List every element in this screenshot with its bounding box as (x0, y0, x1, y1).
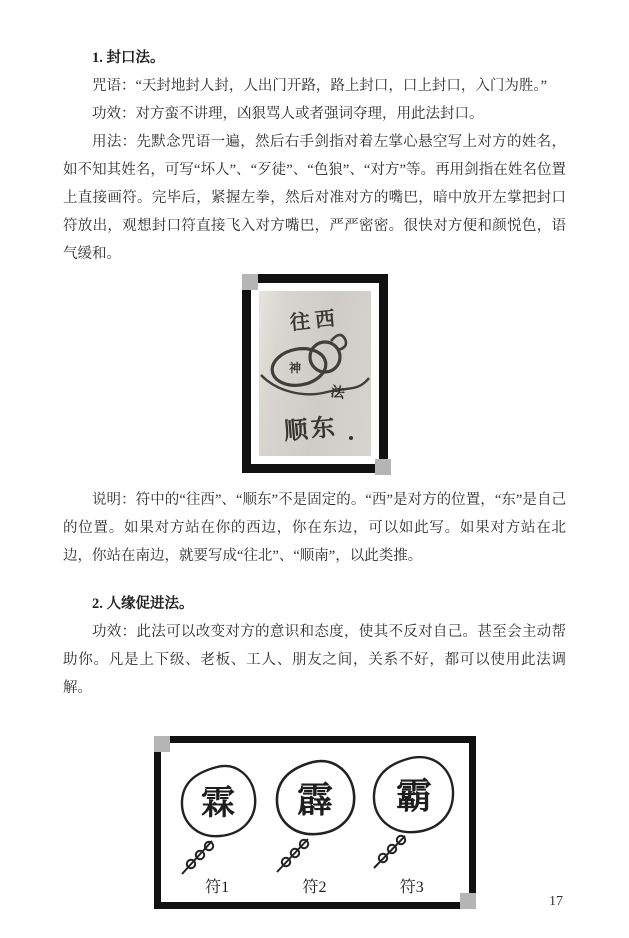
talisman-1-drawing (171, 756, 263, 878)
talisman-top-label: 往西 (288, 307, 341, 335)
talisman-2-label: 符2 (302, 879, 327, 896)
selection-handle-bottom-right[interactable] (460, 893, 476, 909)
talisman-bottom-label: 顺东 (282, 414, 339, 446)
section1-heading: 1. 封口法。 (92, 50, 165, 66)
talisman-1-glyph: 霖 (201, 785, 236, 822)
talisman-3-drawing (366, 750, 458, 872)
talisman-photo-figure (242, 274, 388, 473)
selection-handle-top-left[interactable] (154, 736, 170, 752)
talisman-3-label: 符3 (399, 879, 424, 896)
selection-handle-top-left[interactable] (242, 274, 258, 290)
selection-handle-bottom-right[interactable] (375, 459, 391, 475)
talisman-row (161, 743, 469, 902)
page-number: 17 (549, 894, 563, 909)
talisman-1-label: 符1 (205, 879, 230, 896)
photo-white-mat (251, 283, 379, 464)
talisman-seal-char-right: 法 (329, 385, 345, 402)
talisman-drawing (259, 291, 371, 454)
talisman-2-glyph: 霹 (297, 780, 334, 820)
talisman-3 (366, 756, 458, 898)
talisman-2-drawing (268, 753, 360, 875)
talisman-3-glyph: 霸 (395, 776, 432, 816)
talisman-2 (268, 756, 360, 898)
talisman-set-figure (154, 736, 476, 909)
section1-effect: 功效：对方蛮不讲理，凶狠骂人或者强词夺理，用此法封口。 (92, 106, 484, 122)
section2-heading: 2. 人缘促进法。 (92, 596, 194, 612)
section1-usage: 用法：先默念咒语一遍，然后右手剑指对着左掌心悬空写上对方的姓名，如不知其姓名，可写“坏人”、“歹徒”、“色狼”、“对方”等。再用剑指在姓名位置上直接画符。完毕后，紧握左拳，然后对准对方的嘴巴，暗中放开左掌把封口符放出，观想封口符直接飞入对方嘴巴，严严密密。很快对方便和颜悦色，语气缓和。 (63, 134, 566, 262)
talisman-photo (259, 291, 371, 456)
section1-note: 说明：符中的“往西”、“顺东”不是固定的。“西”是对方的位置，“东”是自己的位置。如果对方站在你的西边，你在东边，可以如此写。如果对方站在北边，你站在南边，就要写成“往北”、“顺南”，以此类推。 (63, 492, 566, 564)
section2-effect: 功效：此法可以改变对方的意识和态度，使其不反对自己。甚至会主动帮助你。凡是上下级、老板、工人、朋友之间，关系不好，都可以使用此法调解。 (63, 624, 566, 696)
seal-scribble (261, 335, 369, 394)
section1-incantation: 咒语：“天封地封人封，人出门开路，路上封口，口上封口，入门为胜。” (92, 78, 548, 94)
talisman-seal-char-left: 神 (288, 361, 301, 375)
ink-dot (349, 436, 353, 440)
talisman-1 (171, 756, 263, 898)
